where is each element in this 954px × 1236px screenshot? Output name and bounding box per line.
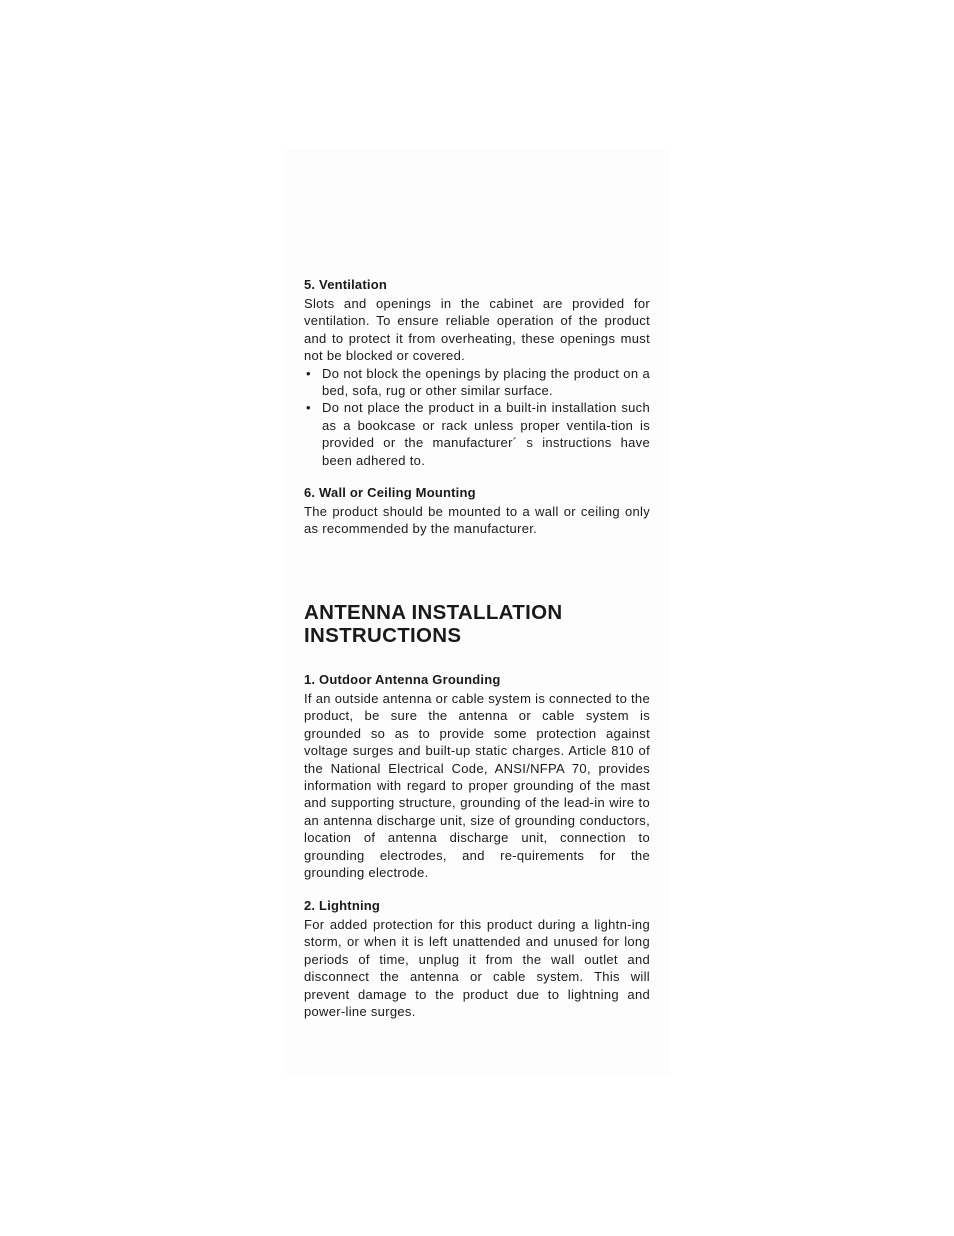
bullet-text: Do not place the product in a built-in installation such as a bookcase or rack unless proper ventila-tion is provided or the manufacturer´ s instructions have been adhered to. xyxy=(322,400,650,468)
lightning-heading: 2. Lightning xyxy=(304,898,381,913)
list-item xyxy=(304,399,650,469)
lightning-body: For added protection for this product during a lightn-ing storm, or when it is left unattended and unused for long periods of time, unplug it from the wall outlet and disconnect the antenna or cable system. This will prevent damage to the product due to lightning and power-line surges. xyxy=(304,917,650,1020)
section-lightning xyxy=(304,897,650,1020)
section-ventilation xyxy=(304,276,650,469)
bullet-text: Do not block the openings by placing the product on a bed, sofa, rug or other similar surface. xyxy=(322,365,650,399)
section-outdoor-antenna-grounding xyxy=(304,671,650,881)
ventilation-body: Slots and openings in the cabinet are provided for ventilation. To ensure reliable operation of the product and to protect it from overheating, these openings must not be blocked or covered. xyxy=(304,296,650,364)
antenna-title-line2: INSTRUCTIONS xyxy=(304,624,462,647)
section-wall-mounting xyxy=(304,484,650,538)
wall-mounting-heading: 6. Wall or Ceiling Mounting xyxy=(304,485,476,500)
grounding-body: If an outside antenna or cable system is connected to the product, be sure the antenna or cable system is grounded so as to provide some protection against voltage surges and built-up static charges. Article 810 of the National Electrical Code, ANSI/NFPA 70, provides information with regard to proper grounding of the mast and supporting structure, grounding of the lead-in wire to an antenna discharge unit, size of grounding conductors, location of antenna discharge unit, connection to grounding electrodes, and re-quirements for the grounding electrode. xyxy=(304,691,650,881)
list-item xyxy=(304,365,650,400)
antenna-title xyxy=(304,601,650,647)
grounding-heading: 1. Outdoor Antenna Grounding xyxy=(304,672,501,687)
bullet-icon: • xyxy=(306,365,311,381)
ventilation-bullet-list xyxy=(304,365,650,469)
ventilation-heading: 5. Ventilation xyxy=(304,277,387,292)
bullet-icon: • xyxy=(306,400,311,416)
antenna-title-line1: ANTENNA INSTALLATION xyxy=(304,601,563,624)
wall-mounting-body: The product should be mounted to a wall or ceiling only as recommended by the manufacturer. xyxy=(304,504,650,537)
